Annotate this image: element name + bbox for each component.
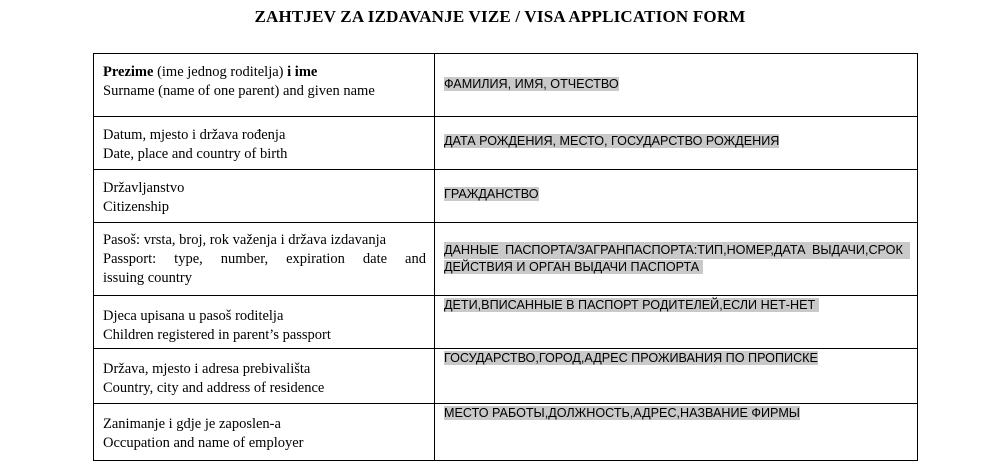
form-title: ZAHTJEV ZA IZDAVANJE VIZE / VISA APPLICATION FORM xyxy=(254,7,746,26)
field-answer-cell[interactable] xyxy=(435,117,918,170)
field-answer[interactable]: ГРАЖДАНСТВО xyxy=(444,187,539,201)
field-answer[interactable]: ДАННЫЕ ПАСПОРТА/ЗАГРАНПАСПОРТА:ТИП,НОМЕР,ДАТА ВЫДАЧИ,СРОК xyxy=(444,242,910,259)
table-row xyxy=(94,117,918,170)
label-bold: i ime xyxy=(287,64,318,80)
field-answer[interactable]: ФАМИЛИЯ, ИМЯ, ОТЧЕСТВО xyxy=(444,77,619,91)
field-answer[interactable]: ГОСУДАРСТВО,ГОРОД,АДРЕС ПРОЖИВАНИЯ ПО ПРОПИСКЕ xyxy=(444,351,818,365)
table-row xyxy=(94,404,918,461)
label-english: Date, place and country of birth xyxy=(103,146,288,162)
label-local: Država, mjesto i adresa prebivališta xyxy=(103,361,311,377)
field-label-cell xyxy=(94,296,435,349)
label-local: Pasoš: vrsta, broj, rok važenja i država izdavanja xyxy=(103,232,387,248)
field-label-cell xyxy=(94,223,435,296)
label-english: Surname (name of one parent) and given name xyxy=(103,83,375,99)
label-local: Državljanstvo xyxy=(103,180,185,196)
field-label-cell xyxy=(94,54,435,117)
label-english: Children registered in parent’s passport xyxy=(103,327,331,343)
field-label-cell xyxy=(94,117,435,170)
label-english: Country, city and address of residence xyxy=(103,380,325,396)
label-english: Passport: type, number, expiration date and xyxy=(103,251,426,267)
table-row xyxy=(94,296,918,349)
field-answer-cell[interactable] xyxy=(435,223,918,296)
field-answer-cell[interactable] xyxy=(435,296,918,349)
field-answer-cont[interactable]: ДЕЙСТВИЯ И ОРГАН ВЫДАЧИ ПАСПОРТА xyxy=(444,260,700,274)
field-label-cell xyxy=(94,404,435,461)
table-row xyxy=(94,223,918,296)
label-bold: Prezime xyxy=(103,64,154,80)
label-english-cont: issuing country xyxy=(103,270,193,286)
label-local: Datum, mjesto i država rođenja xyxy=(103,127,286,143)
label-text: (ime jednog roditelja) xyxy=(153,64,288,80)
field-answer[interactable]: МЕСТО РАБОТЫ,ДОЛЖНОСТЬ,АДРЕС,НАЗВАНИЕ ФИРМЫ xyxy=(444,406,800,420)
field-answer-cell[interactable] xyxy=(435,349,918,404)
field-answer[interactable]: ДАТА РОЖДЕНИЯ, МЕСТО, ГОСУДАРСТВО РОЖДЕНИЯ xyxy=(444,134,780,148)
table-row xyxy=(94,349,918,404)
field-answer-cell[interactable] xyxy=(435,54,918,117)
label-local: Djeca upisana u pasoš roditelja xyxy=(103,308,284,324)
label-english: Occupation and name of employer xyxy=(103,435,304,451)
table-row xyxy=(94,170,918,223)
visa-form-table xyxy=(93,53,918,461)
label-english: Citizenship xyxy=(103,199,170,215)
table-row xyxy=(94,54,918,117)
label-local: Zanimanje i gdje je zaposlen-a xyxy=(103,416,281,432)
field-label-cell xyxy=(94,170,435,223)
field-answer-cell[interactable] xyxy=(435,170,918,223)
field-answer[interactable]: ДЕТИ,ВПИСАННЫЕ В ПАСПОРТ РОДИТЕЛЕЙ,ЕСЛИ НЕТ-НЕТ xyxy=(444,298,816,312)
field-label-cell xyxy=(94,349,435,404)
field-answer-cell[interactable] xyxy=(435,404,918,461)
